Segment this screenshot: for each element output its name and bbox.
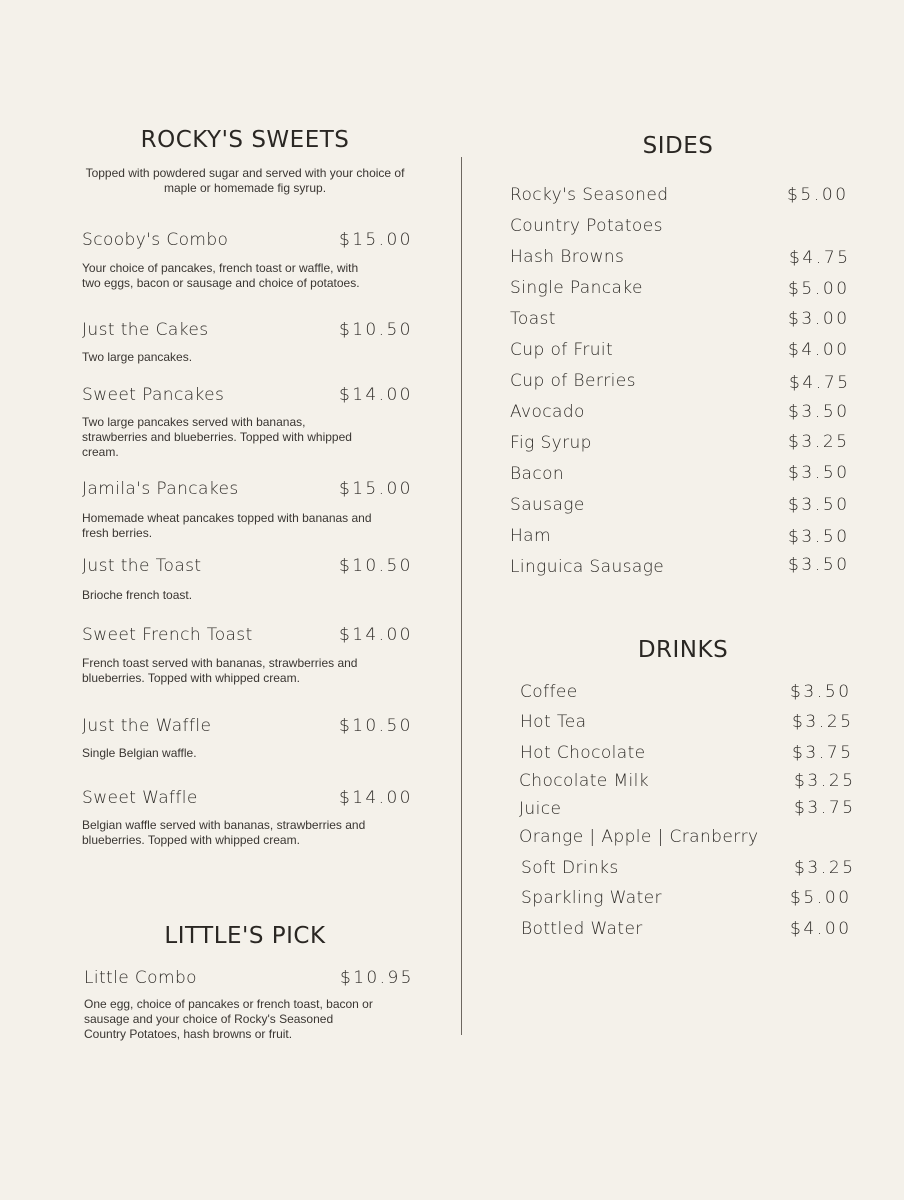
side-price: $5.00	[787, 185, 849, 205]
item-name: Sweet Waffle	[82, 788, 198, 808]
side-price: $3.00	[788, 309, 850, 329]
side-price: $4.75	[789, 248, 851, 268]
drink-name: Coffee	[520, 682, 578, 702]
item-name: Little Combo	[84, 968, 197, 988]
item-description: Single Belgian waffle.	[82, 746, 197, 760]
rockys-sweets-intro: Topped with powdered sugar and served with your choice of maple or homemade fig syrup.	[85, 166, 405, 195]
item-description: Belgian waffle served with bananas, strawberries and blueberries. Topped with whipped cream.	[82, 818, 366, 847]
side-price: $3.50	[788, 527, 850, 547]
drink-price: $3.75	[794, 798, 856, 818]
side-name: Hash Browns	[510, 247, 625, 267]
drink-price: $3.25	[794, 771, 856, 791]
side-name: Ham	[510, 526, 551, 546]
item-price: $15.00	[339, 479, 413, 499]
side-price: $5.00	[788, 279, 850, 299]
item-price: $10.50	[339, 556, 413, 576]
item-price: $10.50	[339, 320, 413, 340]
drink-price: $4.00	[790, 919, 852, 939]
item-description: One egg, choice of pancakes or french toast, bacon or sausage and your choice of Rocky's Seasoned Country Potatoes, hash browns or fruit.	[84, 997, 373, 1041]
drink-name: Juice	[519, 799, 562, 819]
item-description: Two large pancakes.	[82, 350, 193, 364]
side-name: Cup of Fruit	[510, 340, 614, 360]
item-name: Jamila's Pancakes	[82, 479, 239, 499]
side-name: Rocky's Seasoned	[510, 185, 669, 205]
side-name: Single Pancake	[510, 278, 643, 298]
item-name: Scooby's Combo	[82, 230, 229, 250]
side-name: Sausage	[510, 495, 585, 515]
item-description: Your choice of pancakes, french toast or waffle, with two eggs, bacon or sausage and choice of potatoes.	[82, 261, 360, 290]
item-price: $14.00	[339, 625, 413, 645]
item-price: $10.50	[339, 716, 413, 736]
side-price: $3.25	[788, 432, 850, 452]
item-description: Brioche french toast.	[82, 588, 193, 602]
drink-name: Orange | Apple | Cranberry	[519, 827, 759, 847]
side-name: Country Potatoes	[510, 216, 663, 236]
item-name: Just the Cakes	[82, 320, 209, 340]
side-name: Toast	[510, 309, 556, 329]
drink-price: $3.75	[792, 743, 854, 763]
side-name: Linguica Sausage	[510, 557, 665, 577]
side-name: Bacon	[510, 464, 565, 484]
item-name: Sweet Pancakes	[82, 385, 225, 405]
side-price: $3.50	[788, 495, 850, 515]
side-price: $3.50	[788, 463, 850, 483]
side-name: Fig Syrup	[510, 433, 592, 453]
drink-name: Bottled Water	[521, 919, 643, 939]
side-price: $4.75	[789, 373, 851, 393]
item-name: Sweet French Toast	[82, 625, 253, 645]
drinks-title: DRINKS	[637, 637, 729, 663]
drink-price: $3.25	[792, 712, 854, 732]
item-name: Just the Toast	[82, 556, 202, 576]
item-description: Two large pancakes served with bananas, strawberries and blueberries. Topped with whipped cream.	[82, 415, 352, 459]
side-price: $4.00	[788, 340, 850, 360]
drink-name: Soft Drinks	[521, 858, 619, 878]
drink-name: Chocolate Milk	[519, 771, 650, 791]
item-name: Just the Waffle	[82, 716, 212, 736]
littles-pick-title: LITTLE'S PICK	[164, 923, 326, 949]
side-name: Avocado	[510, 402, 585, 422]
drink-name: Hot Chocolate	[520, 743, 646, 763]
drink-price: $5.00	[790, 888, 852, 908]
rockys-sweets-title: ROCKY'S SWEETS	[140, 127, 350, 153]
column-divider	[461, 157, 462, 1035]
side-price: $3.50	[788, 555, 850, 575]
item-price: $15.00	[339, 230, 413, 250]
side-name: Cup of Berries	[510, 371, 636, 391]
drink-name: Sparkling Water	[521, 888, 662, 908]
item-price: $14.00	[339, 385, 413, 405]
side-price: $3.50	[788, 402, 850, 422]
item-price: $14.00	[339, 788, 413, 808]
item-price: $10.95	[340, 968, 414, 988]
item-description: Homemade wheat pancakes topped with bananas and fresh berries.	[82, 511, 372, 540]
sides-title: SIDES	[642, 133, 714, 159]
drink-price: $3.25	[794, 858, 856, 878]
drink-price: $3.50	[790, 682, 852, 702]
item-description: French toast served with bananas, strawberries and blueberries. Topped with whipped cream.	[82, 656, 358, 685]
drink-name: Hot Tea	[520, 712, 587, 732]
